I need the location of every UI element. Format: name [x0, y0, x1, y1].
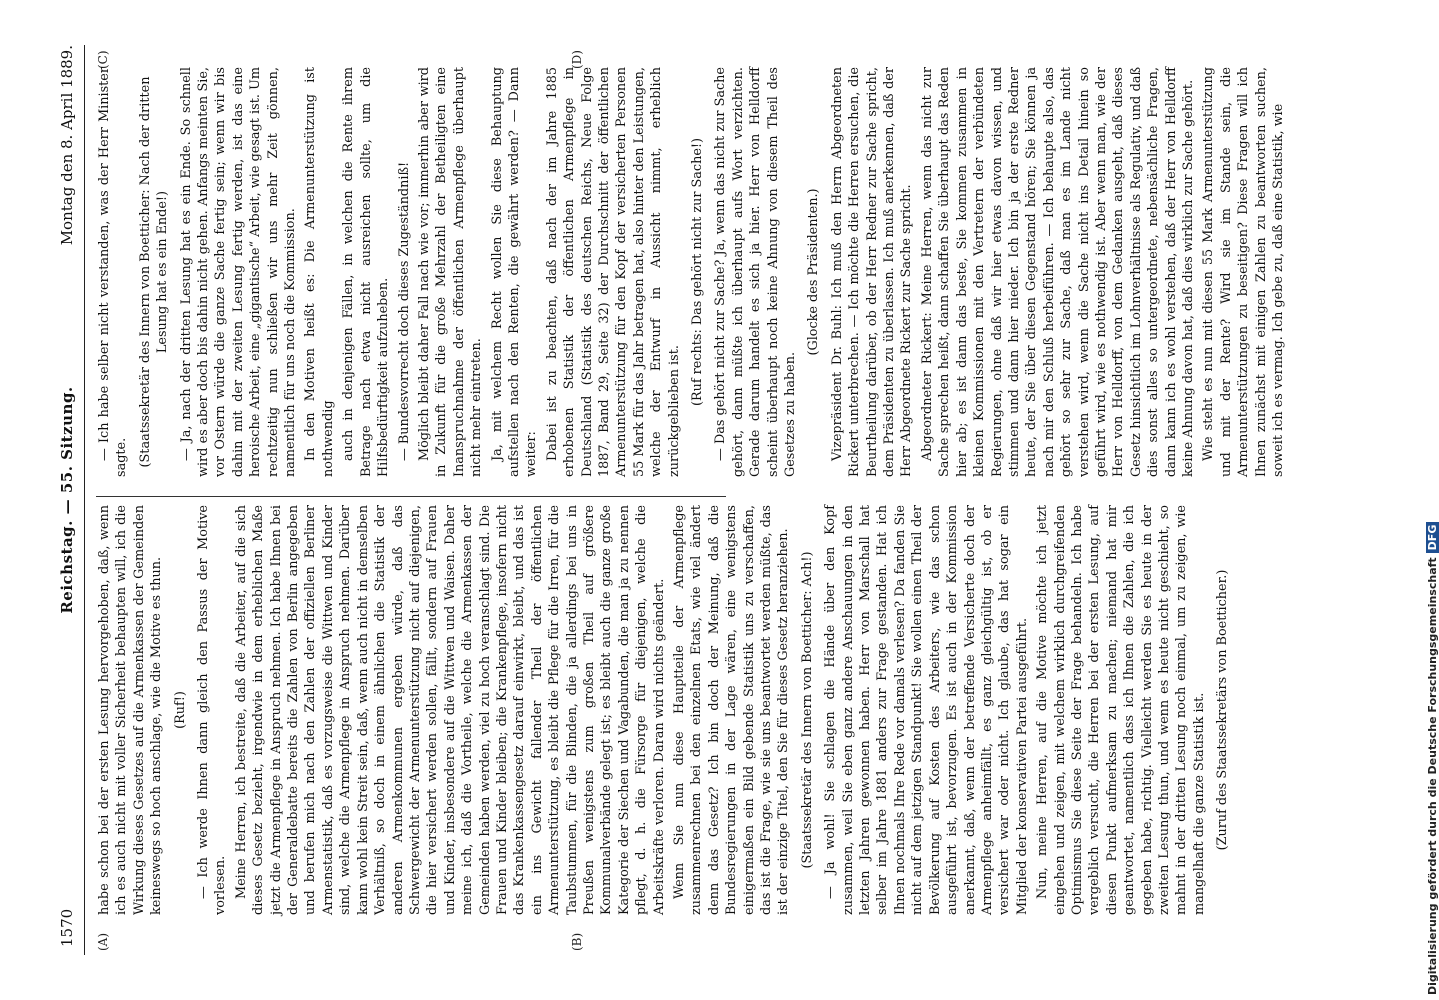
- interjection: (Zuruf des Staatssekretärs von Boetticher.): [1215, 569, 1231, 851]
- digitization-credit: [1426, 522, 1439, 995]
- rotated-page-content: [50, 45, 1400, 955]
- paragraph: Ja, mit welchem Recht wollen Sie diese Behauptung aufstellen nach den Renten, die gewährt werden? — Dann weiter:: [489, 67, 540, 477]
- quotation: auch in denjenigen Fällen, in welchen die Rente ihrem Betrage nach etwa nicht ausreichen sollte, um die Hilfsbedürftigkeit aufzuheben.: [341, 67, 392, 477]
- interjection: (Glocke des Präsidenten.): [806, 188, 822, 356]
- paragraph: — Ich werde Ihnen dann gleich den Passus der Motive vorlesen.: [196, 505, 229, 915]
- paragraph: Vizepräsident Dr. Buhl: Ich muß den Herrn Abgeordneten Rickert unterbrechen. — Ich möchte die Herren ersuchen, die Beurtheilung darüber, ob der Herr Redner zur Sache spricht, dem Präsidenten zu überlassen. Ich muß anerkennen, daß der Herr Abgeordnete Rickert zur Sache spricht.: [829, 67, 915, 477]
- paragraph: In den Motiven heißt es: Die Armenunterstützung ist nothwendig: [303, 67, 336, 477]
- quotation: Dabei ist zu beachten, daß nach der im Jahre 1885 erhobenen Statistik der öffentlichen Armenpflege in Deutschland (Statistik des deutschen Reichs, Neue Folge 1887, Band 29, Seite 32) der Durchschnitt der öffentlichen Armenunterstützung für den Kopf der versicherten Personen 55 Mark für das Jahr betragen hat, also hinter den Leistungen, welche der Entwurf in Aussicht nimmt, erheblich zurückgeblieben ist.: [544, 67, 682, 477]
- digitization-credit-strip: [1408, 0, 1439, 1000]
- header-date: Montag den 8. April 1889.: [58, 45, 76, 246]
- paragraph: Wenn Sie nun diese Hauptteile der Armenpflege zusammenrechnen bei den einzelnen Etats, wie viel ändert denn das Gesetz? Ich bin doch der Meinung, daß die Bundesregierungen in der Lage wären, eine wenigstens einigermaßen ein Bild gebende Statistik uns zu verschaffen, das ist die Frage, wie sie uns beantwortet werden müßte, das ist der einzige Titel, den Sie für dieses Gesetz heranziehen.: [672, 505, 792, 915]
- paragraph: Meine Herren, ich bestreite, daß die Arbeiter, auf die sich dieses Gesetz bezieht, irgendwie in dem erheblichen Maße jetzt die Armenpflege in Anspruch nehmen. Ich habe Ihnen bei der Generaldebatte bereits die Zahlen von Berlin angegeben und berufen mich nach den Zahlen der offiziellen Berliner Armenstatistik, daß es vorzugsweise die Wittwen und Kinder sind, welche die Armenpflege in Anspruch nehmen. Darüber kann wohl kein Streit sein, daß, wenn auch nicht in demselben Verhältniß, so doch in einem ähnlichen die Statistik der anderen Armenkommunen ergeben würde, daß das Schwergewicht der Armenunterstützung nicht auf diejenigen, die hier versichert werden sollen, fällt, sondern auf Frauen und Kinder, insbesondere auf die Wittwen und Waisen. Daher meine ich, daß die Vortheile, welche die Armenkassen der Gemeinden haben werden, viel zu hoch veranschlagt sind. Die Frauen und Kinder bleiben; die Krankenpflege, insofern nicht das Krankenkassengesetz darauf einwirkt, bleibt, und das ist ein ins Gewicht fallender Theil der öffentlichen Armenunterstützung, es bleibt die Pflege für die Irren, für die Taubstummen, für die Blinden, die ja allerdings bei uns in Preußen wenigstens zum großen Theil auf größere Kommunalverbände gelegt ist; es bleibt auch die ganze große Kategorie der Siechen und Vagabunden, die man ja zu nennen pflegt, d. h. die Fürsorge für diejenigen, welche die Arbeitskräfte verloren. Daran wird nichts geändert.: [233, 505, 667, 915]
- paragraph: Abgeordneter Rickert: Meine Herren, wenn das nicht zur Sache sprechen heißt, dann schaffen Sie überhaupt das Reden hier ab; es ist dann das beste, Sie kommen zusammen in kleinen Kommissionen mit den Vertretern der verbündeten Regierungen, ohne daß wir hier etwas davon wissen, und stimmen und dann hier nieder. Ich bin ja der erste Redner heute, der Sie über diesen Gegenstand hören; Sie können ja nach mir den Schluß herbeiführen. — Ich behaupte also, das gehört so sehr zur Sache, daß man es im Lande nicht verstehen wird, wenn die Sache nicht ins Detail hinein so geführt wird, wie es nothwendig ist. Aber wenn man, wie der Herr von Helldorff, von dem Gedanken ausgeht, daß dieses Gesetz hinsichtlich im Lohnverhältnisse als Regulativ, und daß dies sonst alles so untergeordnete, nebensächliche Fragen, dann kann ich es wohl verstehen, daß der Herr von Helldorff keine Ahnung davon hat, daß dies wirklich zur Sache gehört.: [919, 67, 1196, 477]
- paragraph: — Ja wohl! Sie schlagen die Hände über den Kopf zusammen, weil Sie eben ganz andere Anschauungen in den letzten Jahren gewonnen haben. Herr von Marschall hat selber im Jahre 1881 anders zur Frage gestanden. Hat ich Ihnen nochmals Ihre Rede vor damals verlesen? Da fanden Sie nicht auf dem jetzigen Standpunkt! Sie wollen einen Theil der Bevölkerung auf Kosten des Arbeiters, wie das schon ausgeführt ist, bevorzugen. Es ist auch in der Kommission anerkannt, daß, wenn der betreffende Versicherte doch der Armenpflege anheimfällt, es ganz gleichgültig ist, ob er versichert war oder nicht. Ich glaube, das hat sogar ein Mitglied der konservativen Partei ausgeführt.: [823, 505, 1030, 915]
- left-column: [96, 505, 1238, 915]
- paragraph: — Ich habe selber nicht verstanden, was der Herr Minister sagte.: [97, 67, 130, 477]
- margin-marker-b: (B): [570, 932, 584, 951]
- dfg-logo: DFG: [1426, 522, 1439, 554]
- paragraph: — Ja, nach der dritten Lesung hat es ein Ende. So schnell wird es aber doch bis dahin nicht gehen. Anfangs meinten Sie, vor Ostern würde die ganze Sache fertig sein; wenn wir bis dahin mit der zweiten Lesung fertig werden, ist das eine heroische Arbeit, eine „gigantische“ Arbeit, wie gesagt ist. Um rechtzeitig nun schließen wir uns mehr Zeit gönnen, namentlich für uns noch die Kommission.: [178, 67, 299, 477]
- interjection: (Ruf rechts: Das gehört nicht zur Sache!): [690, 137, 705, 407]
- right-column: [96, 67, 1290, 477]
- paragraph: Wie steht es nun mit diesen 55 Mark Armenunterstützung und mit der Rente? Wird sie im Stande sein, die Armenunterstützungen zu beseitigen? Diese Fragen will ich Ihnen zunächst mit einigen Zahlen zu beantworten suchen, soweit ich es vermag. Ich gebe zu, daß eine Statistik, wie: [1201, 67, 1286, 477]
- margin-marker-a: (A): [96, 932, 110, 951]
- paragraph: — Das gehört nicht zur Sache? Ja, wenn das nicht zur Sache gehört, dann müßte ich überhaupt aufs Wort verzichten. Gerade darum handelt es sich ja hier. Herr von Helldorff scheint überhaupt noch keine Ahnung von diesem Theil des Gesetzes zu haben.: [713, 67, 799, 477]
- paragraph: — Bundesvorrecht doch dieses Zugeständniß!: [396, 161, 412, 461]
- credit-text: Digitalisierung gefördert durch die Deutsche Forschungsgemeinschaft: [1426, 557, 1439, 995]
- quotation: Möglich bleibt daher Fall nach wie vor; immerhin aber wird in Zukunft für die große Mehrzahl der Betheiligten eine Inanspruchnahme der öffentlichen Armenpflege überhaupt nicht mehr eintreten.: [416, 67, 485, 477]
- page-number: 1570: [58, 908, 76, 947]
- paragraph: habe schon bei der ersten Lesung hervorgehoben, daß, wenn ich es auch nicht mit voller Sicherheit behaupten will, ich die Wirkung dieses Gesetzes auf die Armenkassen der Gemeinden keineswegs so hoch anschlage, wie die Motive es thun.: [97, 505, 165, 915]
- interjection: (Staatssekretär des Innern von Boetticher: Nach der dritten Lesung hat es ein Ende!): [137, 76, 171, 468]
- header-title: Reichstag. — 55. Sitzung.: [58, 386, 76, 614]
- margin-marker-d: (D): [570, 50, 584, 69]
- interjection: (Staatssekretär des Innern von Boetticher: Ach!): [799, 551, 815, 869]
- page-header: [50, 45, 85, 955]
- paragraph: Nun, meine Herren, auf die Motive möchte ich jetzt eingehen und zeigen, mit welchem wirklich durchgreifenden Optimismus Sie diese Seite der Frage behandeln. Ich habe vergeblich versucht, die Herren bei der ersten Lesung, auf diesen Punkt aufmerksam zu machen; niemand hat mir geantwortet, namentlich dass ich Ihnen die Zahlen, die ich gegeben habe, richtig. Vielleicht werden Sie es heute in der zweiten Lesung thun, und wenn es heute nicht geschieht, so mahnt in der dritten Lesung noch einmal, um zu zeigen, wie mangelhaft die ganze Statistik ist.: [1035, 505, 1207, 915]
- interjection: (Ruf!): [172, 691, 188, 729]
- column-divider: [96, 496, 726, 497]
- margin-marker-c: (C): [96, 50, 110, 69]
